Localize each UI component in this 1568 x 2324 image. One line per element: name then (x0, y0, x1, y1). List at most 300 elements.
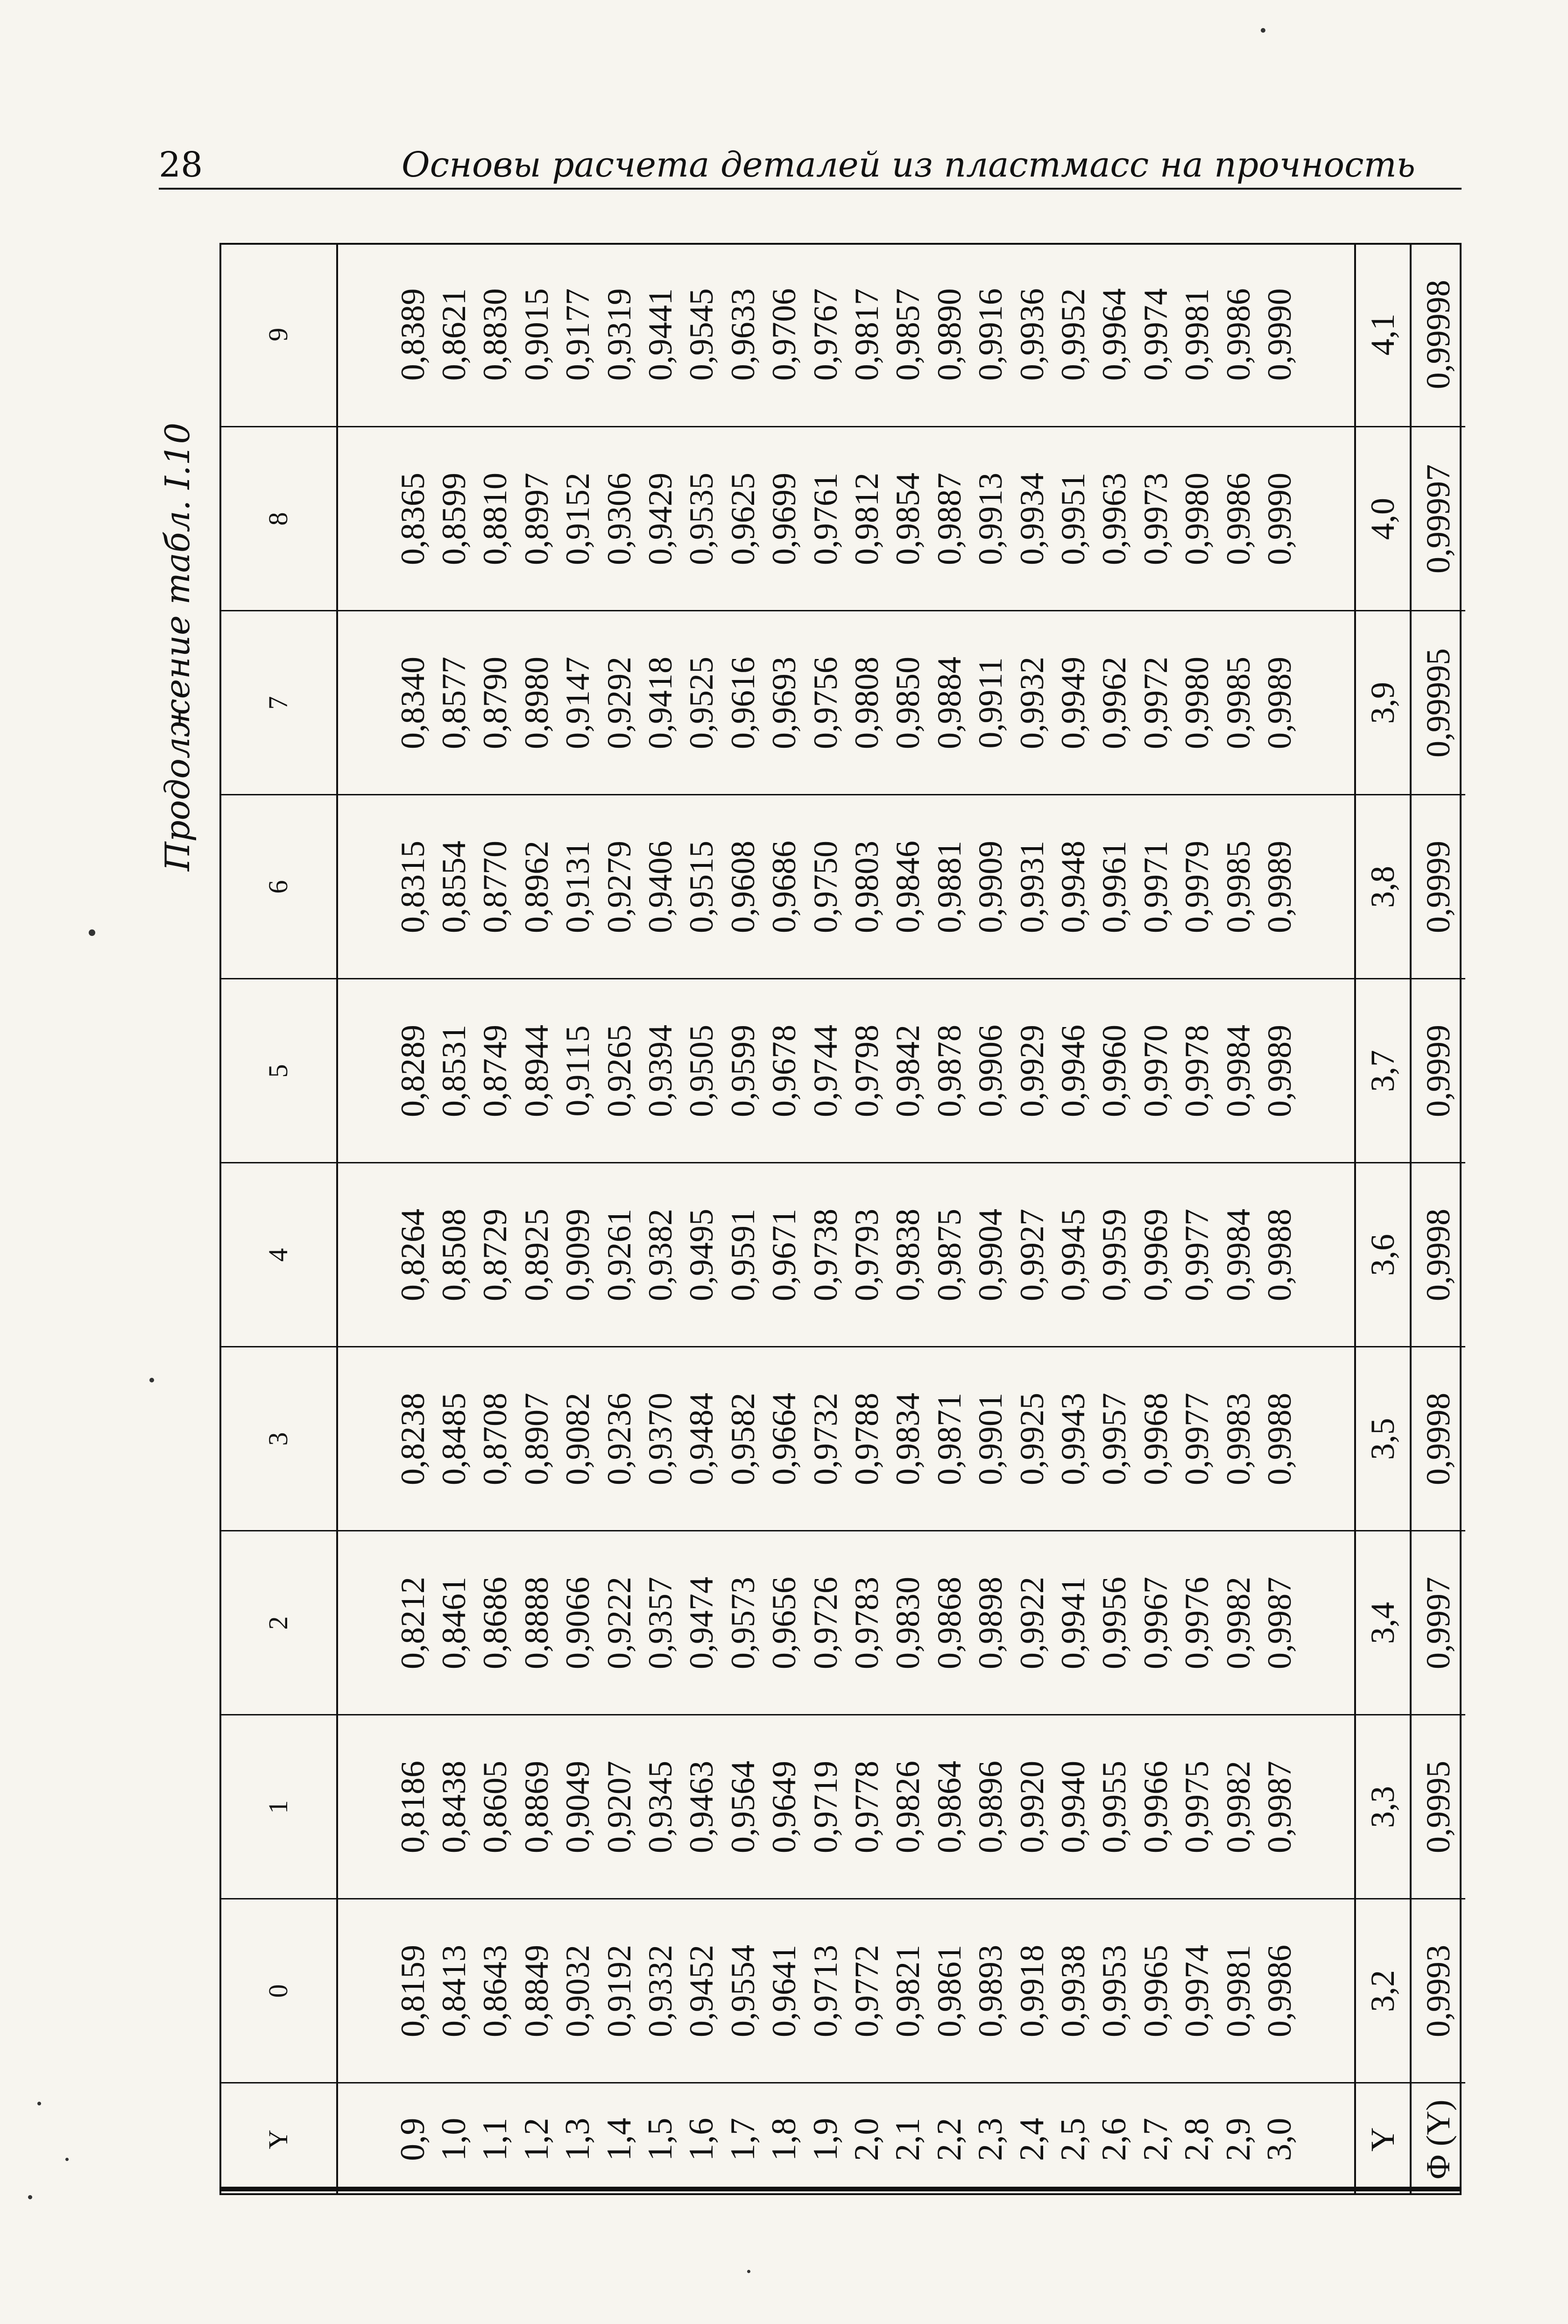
table-value: 0,9938 (1054, 1945, 1092, 2037)
table-value: 0,9525 (683, 657, 720, 749)
table-value: 0,8315 (394, 841, 431, 933)
table-value: 0,9306 (600, 473, 638, 565)
values-column-cell (337, 243, 1355, 427)
table-value: 0,8810 (476, 473, 514, 565)
table-value: 0,9192 (600, 1945, 638, 2037)
table-value: 0,9989 (1261, 841, 1299, 933)
table-value: 0,9946 (1054, 1025, 1092, 1117)
table-value: 0,9798 (848, 1025, 885, 1117)
table-value: 0,9980 (1178, 473, 1216, 565)
column-header: 5 (219, 979, 337, 1163)
table-value: 0,9265 (600, 1025, 638, 1117)
table-value: 0,8729 (476, 1209, 514, 1301)
column-header: 7 (219, 611, 337, 795)
table-value: 0,9573 (724, 1577, 762, 1669)
table-value: 2,9 (1219, 2118, 1257, 2161)
table-value: 0,9357 (641, 1577, 679, 1669)
table-value: 0,8340 (394, 657, 431, 749)
table-value: 0,9965 (1137, 1945, 1174, 2037)
table-value: 1,6 (682, 2118, 721, 2161)
table-value: 3,0 (1260, 2118, 1299, 2161)
table-container (219, 243, 1462, 2195)
table-value: 0,9345 (641, 1761, 679, 1853)
table-value: 0,9830 (889, 1577, 927, 1669)
table-value: 0,9429 (641, 473, 679, 565)
table-value: 2,3 (971, 2118, 1010, 2161)
table-value: 0,9922 (1013, 1577, 1051, 1669)
table-value: 2,0 (848, 2118, 886, 2161)
table-value: 0,9960 (1095, 1025, 1133, 1117)
table-value: 0,9834 (889, 1393, 927, 1485)
scan-speck (65, 2158, 69, 2161)
table-value: 0,9955 (1095, 1761, 1133, 1853)
phi-value-cell: 0,99997 (1411, 427, 1465, 611)
table-value: 0,9370 (641, 1393, 679, 1485)
table-value: 0,8888 (517, 1577, 555, 1669)
table-value: 0,9952 (1054, 288, 1092, 381)
table-value: 0,9778 (848, 1761, 885, 1853)
values-column-cell (337, 1531, 1355, 1715)
table-value: 0,8461 (435, 1577, 473, 1669)
table-value: 0,8980 (517, 657, 555, 749)
table-value: 0,8365 (394, 473, 431, 565)
table-value: 0,9686 (765, 841, 803, 933)
table-value: 0,9099 (559, 1209, 597, 1301)
table-value: 0,9591 (724, 1209, 762, 1301)
table-value: 0,8621 (435, 288, 473, 381)
table-value: 0,9881 (930, 841, 968, 933)
table-value: 0,8159 (394, 1945, 431, 2037)
table-value: 0,9772 (848, 1945, 885, 2037)
table-value: 0,9929 (1013, 1025, 1051, 1117)
table-value: 0,9842 (889, 1025, 927, 1117)
table-value: 0,8770 (476, 841, 514, 933)
table-value: 0,9990 (1261, 288, 1299, 381)
table-value: 0,9940 (1054, 1761, 1092, 1853)
scan-speck (89, 929, 95, 936)
table-value: 0,9987 (1261, 1761, 1299, 1853)
table-value: 0,9633 (724, 288, 762, 381)
column-header: 9 (219, 243, 337, 427)
table-value: 0,9671 (765, 1209, 803, 1301)
table-value: 0,9963 (1095, 473, 1133, 565)
values-column-cell (337, 979, 1355, 1163)
table-value: 0,8413 (435, 1945, 473, 2037)
table-value: 0,9986 (1219, 288, 1257, 381)
table-value: 0,9969 (1137, 1209, 1174, 1301)
table-value: 0,9082 (559, 1393, 597, 1485)
table-value: 0,9953 (1095, 1945, 1133, 2037)
table-value: 0,8944 (517, 1025, 555, 1117)
table-value: 0,9793 (848, 1209, 885, 1301)
column-header: 6 (219, 795, 337, 979)
table-value: 0,9505 (683, 1025, 720, 1117)
values-column-cell (337, 611, 1355, 795)
table-value: 0,9976 (1178, 1577, 1216, 1669)
table-value: 0,9983 (1219, 1393, 1257, 1485)
table-value: 0,8907 (517, 1393, 555, 1485)
table-value: 0,8643 (476, 1945, 514, 2037)
table-value: 0,9582 (724, 1393, 762, 1485)
table-value: 0,9495 (683, 1209, 720, 1301)
table-value: 0,9599 (724, 1025, 762, 1117)
table-value: 1,0 (434, 2118, 473, 2161)
y-value-cell: 3,2 (1355, 1899, 1411, 2083)
y-value-cell: 3,8 (1355, 795, 1411, 979)
table-value: 0,8830 (476, 288, 514, 381)
values-row (337, 243, 1355, 2195)
phi-value-cell: 0,99998 (1411, 243, 1465, 427)
table-value: 0,9049 (559, 1761, 597, 1853)
scan-speck (1261, 28, 1265, 33)
table-value: 0,9382 (641, 1209, 679, 1301)
table-value: 0,8869 (517, 1761, 555, 1853)
table-value: 0,9693 (765, 657, 803, 749)
table-value: 0,8849 (517, 1945, 555, 2037)
column-header-label: Y (219, 2083, 337, 2195)
y-value-cell: 3,9 (1355, 611, 1411, 795)
values-column-cell (337, 1347, 1355, 1531)
table-value: 0,9989 (1261, 1025, 1299, 1117)
table-value: 0,9761 (806, 473, 844, 565)
table-value: 0,9967 (1137, 1577, 1174, 1669)
y-values-row (1355, 243, 1411, 2195)
table-value: 0,9941 (1054, 1577, 1092, 1669)
phi-values-row (1411, 243, 1465, 2195)
table-value: 0,8925 (517, 1209, 555, 1301)
table-value: 0,9932 (1013, 657, 1051, 749)
values-column-cell (337, 1899, 1355, 2083)
table-value: 0,9756 (806, 657, 844, 749)
table-value: 0,9115 (559, 1025, 597, 1117)
table-value: 0,9981 (1178, 288, 1216, 381)
table-value: 0,9918 (1013, 1945, 1051, 2037)
column-header: 2 (219, 1531, 337, 1715)
table-value: 0,9608 (724, 841, 762, 933)
scan-speck (149, 1378, 154, 1382)
table-value: 0,8531 (435, 1025, 473, 1117)
table-value: 0,9961 (1095, 841, 1133, 933)
table-value: 0,9846 (889, 841, 927, 933)
table-value: 0,9916 (972, 288, 1010, 381)
normal-distribution-table (219, 243, 1465, 2195)
table-value: 0,9452 (683, 1945, 720, 2037)
y-value-cell: 3,6 (1355, 1163, 1411, 1347)
table-value: 0,8605 (476, 1761, 514, 1853)
header-rule (159, 188, 1462, 190)
table-value: 0,8438 (435, 1761, 473, 1853)
table-value: 0,9931 (1013, 841, 1051, 933)
table-value: 0,9943 (1054, 1393, 1092, 1485)
table-value: 0,9974 (1178, 1945, 1216, 2037)
table-value: 0,9803 (848, 841, 885, 933)
table-value: 0,9463 (683, 1761, 720, 1853)
table-value: 0,9678 (765, 1025, 803, 1117)
table-value: 0,9236 (600, 1393, 638, 1485)
table-value: 0,9984 (1219, 1025, 1257, 1117)
table-value: 0,9738 (806, 1209, 844, 1301)
table-value: 0,8554 (435, 841, 473, 933)
table-value: 0,9964 (1095, 288, 1133, 381)
table-value: 0,9864 (930, 1761, 968, 1853)
table-value: 0,9920 (1013, 1761, 1051, 1853)
column-header: 4 (219, 1163, 337, 1347)
table-value: 0,9664 (765, 1393, 803, 1485)
table-value: 0,9177 (559, 288, 597, 381)
phi-value-cell: 0,9995 (1411, 1715, 1465, 1899)
table-value: 0,9973 (1137, 473, 1174, 565)
table-value: 0,9515 (683, 841, 720, 933)
table-value: 2,2 (930, 2118, 968, 2161)
phi-value-cell: 0,9998 (1411, 1347, 1465, 1531)
table-value: 0,9904 (972, 1209, 1010, 1301)
y-value-cell: 3,7 (1355, 979, 1411, 1163)
table-value: 0,9959 (1095, 1209, 1133, 1301)
table-value: 0,9783 (848, 1577, 885, 1669)
table-value: 0,8708 (476, 1393, 514, 1485)
table-value: 0,9975 (1178, 1761, 1216, 1853)
table-value: 0,8508 (435, 1209, 473, 1301)
table-value: 0,9826 (889, 1761, 927, 1853)
table-value: 0,9699 (765, 473, 803, 565)
table-value: 0,9474 (683, 1577, 720, 1669)
table-value: 0,9951 (1054, 473, 1092, 565)
table-value: 0,9890 (930, 288, 968, 381)
table-value: 1,2 (517, 2118, 556, 2161)
table-value: 0,9957 (1095, 1393, 1133, 1485)
y-value-cell: 4,1 (1355, 243, 1411, 427)
phi-value-cell: 0,9999 (1411, 979, 1465, 1163)
column-header-row (219, 243, 337, 2195)
table-value: 0,9980 (1178, 657, 1216, 749)
table-value: 0,9821 (889, 1945, 927, 2037)
column-header: 1 (219, 1715, 337, 1899)
table-value: 0,9909 (972, 841, 1010, 933)
table-value: 0,9066 (559, 1577, 597, 1669)
table-value: 0,9222 (600, 1577, 638, 1669)
table-value: 0,9911 (972, 657, 1010, 749)
phi-value-cell: 0,9998 (1411, 1163, 1465, 1347)
table-caption: Продолжение табл. I.10 (158, 422, 197, 872)
table-value: 1,3 (558, 2118, 597, 2161)
table-value: 0,9817 (848, 288, 885, 381)
table-value: 0,9971 (1137, 841, 1174, 933)
table-value: 1,8 (765, 2118, 804, 2161)
table-value: 0,9726 (806, 1577, 844, 1669)
table-value: 0,9989 (1261, 657, 1299, 749)
scan-speck (747, 2270, 750, 2273)
column-header: 3 (219, 1347, 337, 1531)
y-value-cell: 3,4 (1355, 1531, 1411, 1715)
table-value: 0,9962 (1095, 657, 1133, 749)
table-value: 0,9986 (1219, 473, 1257, 565)
scan-speck (37, 2102, 41, 2105)
table-value: 0,9850 (889, 657, 927, 749)
table-value: 1,4 (600, 2118, 638, 2161)
table-value: 0,9985 (1219, 841, 1257, 933)
phi-value-cell: 0,9993 (1411, 1899, 1465, 2083)
y-row-label: Y (1355, 2083, 1411, 2195)
table-value: 0,9641 (765, 1945, 803, 2037)
table-value: 0,9418 (641, 657, 679, 749)
table-value: 0,9893 (972, 1945, 1010, 2037)
table-value: 0,9131 (559, 841, 597, 933)
table-value: 0,9985 (1219, 657, 1257, 749)
table-value: 0,9406 (641, 841, 679, 933)
table-value: 2,4 (1012, 2118, 1051, 2161)
table-value: 0,9987 (1261, 1577, 1299, 1669)
table-value: 0,9948 (1054, 841, 1092, 933)
table-value: 0,9147 (559, 657, 597, 749)
table-value: 0,9441 (641, 288, 679, 381)
table-value: 0,9032 (559, 1945, 597, 2037)
y-value-cell: 4,0 (1355, 427, 1411, 611)
table-value: 1,5 (641, 2118, 679, 2161)
table-value: 0,9812 (848, 473, 885, 565)
values-column-cell (337, 427, 1355, 611)
table-value: 0,8264 (394, 1209, 431, 1301)
table-value: 0,9956 (1095, 1577, 1133, 1669)
row-labels-cell (337, 2083, 1355, 2195)
table-value: 0,9854 (889, 473, 927, 565)
table-value: 0,9906 (972, 1025, 1010, 1117)
table-value: 0,9982 (1219, 1761, 1257, 1853)
table-value: 0,9545 (683, 288, 720, 381)
rotated-table (219, 243, 1462, 2195)
table-value: 0,9925 (1013, 1393, 1051, 1485)
table-value: 0,8790 (476, 657, 514, 749)
table-value: 0,9292 (600, 657, 638, 749)
table-value: 0,9713 (806, 1945, 844, 2037)
table-value: 0,9982 (1219, 1577, 1257, 1669)
table-value: 0,8599 (435, 473, 473, 565)
values-column-cell (337, 1715, 1355, 1899)
table-value: 0,8212 (394, 1577, 431, 1669)
table-bottom-rule (219, 2187, 1462, 2191)
table-value: 0,9934 (1013, 473, 1051, 565)
table-value: 0,9927 (1013, 1209, 1051, 1301)
table-value: 0,9988 (1261, 1393, 1299, 1485)
table-value: 0,8686 (476, 1577, 514, 1669)
table-value: 0,9554 (724, 1945, 762, 2037)
table-value: 0,9279 (600, 841, 638, 933)
table-value: 0,9986 (1261, 1945, 1299, 2037)
running-title: Основы расчета деталей из пластмасс на прочность (402, 145, 1416, 185)
table-value: 0,9884 (930, 657, 968, 749)
table-value: 0,9788 (848, 1393, 885, 1485)
table-value: 0,9656 (765, 1577, 803, 1669)
table-value: 0,9981 (1219, 1945, 1257, 2037)
table-value: 0,9261 (600, 1209, 638, 1301)
y-value-cell: 3,5 (1355, 1347, 1411, 1531)
table-value: 0,9977 (1178, 1393, 1216, 1485)
table-value: 0,9861 (930, 1945, 968, 2037)
table-value: 1,1 (476, 2118, 515, 2161)
table-value: 0,9979 (1178, 841, 1216, 933)
table-value: 2,8 (1178, 2118, 1216, 2161)
table-value: 0,8997 (517, 473, 555, 565)
table-value: 1,7 (723, 2118, 762, 2161)
table-value: 0,9 (393, 2118, 432, 2161)
phi-value-cell: 0,9997 (1411, 1531, 1465, 1715)
table-value: 0,9871 (930, 1393, 968, 1485)
table-value: 0,8485 (435, 1393, 473, 1485)
column-header: 0 (219, 1899, 337, 2083)
table-value: 0,9767 (806, 288, 844, 381)
values-column-cell (337, 795, 1355, 979)
table-value: 0,8186 (394, 1761, 431, 1853)
table-value: 0,9564 (724, 1761, 762, 1853)
table-value: 0,9535 (683, 473, 720, 565)
table-value: 2,6 (1095, 2118, 1134, 2161)
phi-row-label: Φ (Y) (1411, 2083, 1465, 2195)
table-value: 0,9857 (889, 288, 927, 381)
table-value: 0,9207 (600, 1761, 638, 1853)
table-value: 0,9649 (765, 1761, 803, 1853)
table-value: 2,7 (1136, 2118, 1175, 2161)
table-value: 2,5 (1054, 2118, 1093, 2161)
table-value: 0,9896 (972, 1761, 1010, 1853)
table-value: 0,9945 (1054, 1209, 1092, 1301)
table-value: 0,9977 (1178, 1209, 1216, 1301)
page-number: 28 (159, 145, 203, 185)
table-value: 0,8289 (394, 1025, 431, 1117)
table-value: 0,9838 (889, 1209, 927, 1301)
values-column-cell (337, 1163, 1355, 1347)
table-value: 0,9319 (600, 288, 638, 381)
table-value: 0,9990 (1261, 473, 1299, 565)
table-value: 0,9719 (806, 1761, 844, 1853)
scan-speck (28, 2195, 32, 2199)
table-value: 2,1 (889, 2118, 927, 2161)
table-value: 0,9878 (930, 1025, 968, 1117)
table-value: 0,9913 (972, 473, 1010, 565)
table-value: 0,9750 (806, 841, 844, 933)
table-value: 0,9898 (972, 1577, 1010, 1669)
table-value: 0,9625 (724, 473, 762, 565)
table-value: 0,8962 (517, 841, 555, 933)
table-value: 0,9394 (641, 1025, 679, 1117)
table-value: 0,9616 (724, 657, 762, 749)
table-value: 0,9808 (848, 657, 885, 749)
table-value: 0,9974 (1137, 288, 1174, 381)
table-value: 0,8389 (394, 288, 431, 381)
table-value: 0,9868 (930, 1577, 968, 1669)
table-value: 0,9706 (765, 288, 803, 381)
column-header: 8 (219, 427, 337, 611)
table-value: 0,9152 (559, 473, 597, 565)
table-value: 0,8238 (394, 1393, 431, 1485)
table-value: 0,9744 (806, 1025, 844, 1117)
table-value: 0,9015 (517, 288, 555, 381)
table-value: 0,9988 (1261, 1209, 1299, 1301)
table-value: 0,9984 (1219, 1209, 1257, 1301)
phi-value-cell: 0,9999 (1411, 795, 1465, 979)
table-value: 0,9966 (1137, 1761, 1174, 1853)
table-value: 0,9972 (1137, 657, 1174, 749)
table-value: 0,8749 (476, 1025, 514, 1117)
table-value: 0,9936 (1013, 288, 1051, 381)
table-value: 0,9901 (972, 1393, 1010, 1485)
table-value: 0,9887 (930, 473, 968, 565)
table-value: 0,9970 (1137, 1025, 1174, 1117)
y-value-cell: 3,3 (1355, 1715, 1411, 1899)
table-value: 0,9875 (930, 1209, 968, 1301)
table-value: 0,9332 (641, 1945, 679, 2037)
table-value: 0,9484 (683, 1393, 720, 1485)
phi-value-cell: 0,99995 (1411, 611, 1465, 795)
table-value: 0,9968 (1137, 1393, 1174, 1485)
